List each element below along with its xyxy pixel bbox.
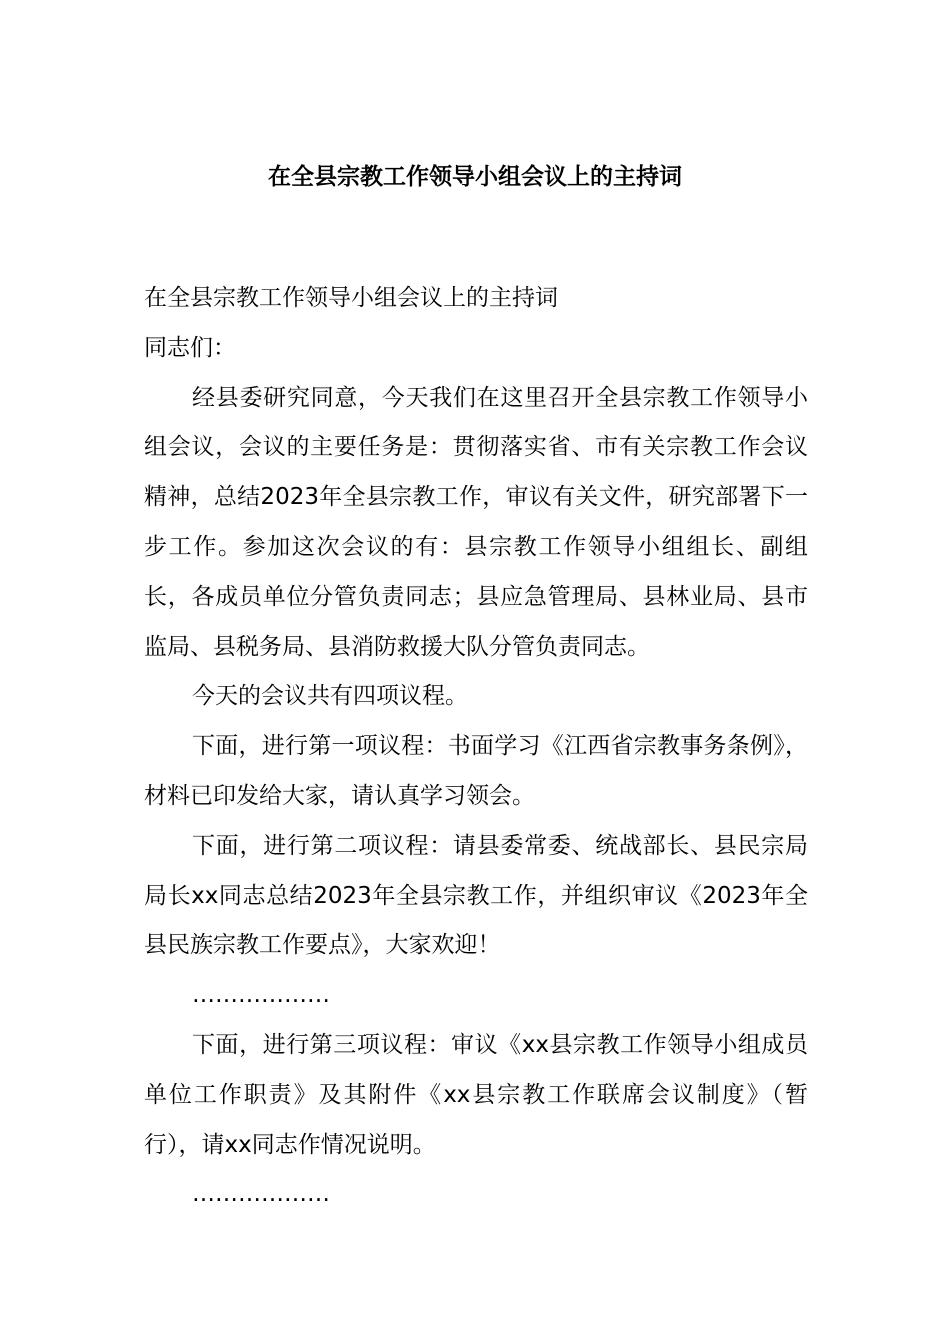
salutation: 同志们：	[144, 334, 236, 361]
paragraph-agenda-item-1: 下面，进行第一项议程：书面学习《江西省宗教事务条例》，材料已印发给大家，请认真学习领会。	[144, 733, 808, 809]
paragraph-agenda-item-3: 下面，进行第三项议程：审议《xx县宗教工作领导小组成员单位工作职责》及其附件《xx县宗教工作联席会议制度》（暂行），请xx同志作情况说明。	[144, 1031, 808, 1158]
document-title: 在全县宗教工作领导小组会议上的主持词	[268, 164, 682, 190]
paragraph-agenda-item-2: 下面，进行第二项议程：请县委常委、统战部长、县民宗局局长xx同志总结2023年全县宗教工作，并组织审议《2023年全县民族宗教工作要点》，大家欢迎！	[144, 832, 808, 959]
document-subtitle: 在全县宗教工作领导小组会议上的主持词	[144, 285, 558, 311]
paragraph-opening: 经县委研究同意，今天我们在这里召开全县宗教工作领导小组会议，会议的主要任务是：贯彻落实省、市有关宗教工作会议精神，总结2023年全县宗教工作，审议有关文件，研究部署下一步工作。参加这次会议的有：县宗教工作领导小组组长、副组长，各成员单位分管负责同志；县应急管理局、县林业局、县市监局、县税务局、县消防救援大队分管负责同志。	[144, 384, 808, 660]
ellipsis-separator: ………………	[192, 982, 330, 1009]
paragraph-agenda-overview: 今天的会议共有四项议程。	[192, 683, 468, 710]
document-body	[144, 274, 808, 1220]
ellipsis-separator: ………………	[192, 1181, 330, 1208]
